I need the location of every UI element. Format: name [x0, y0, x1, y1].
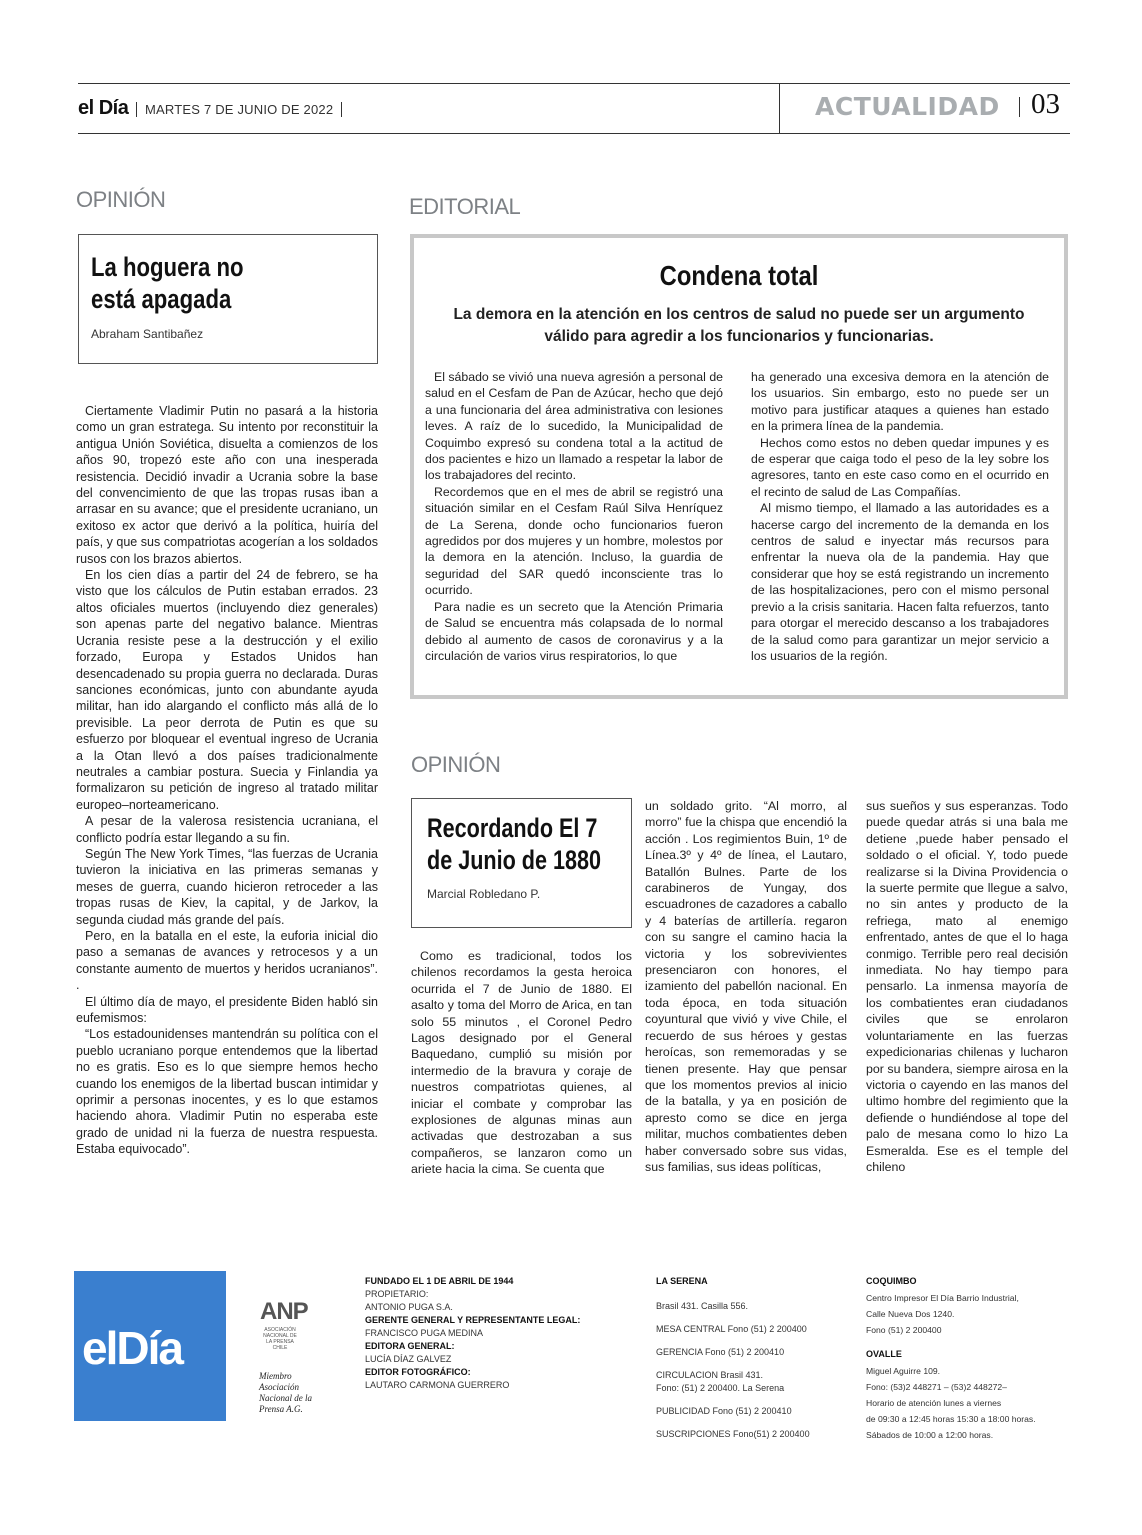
footer-editor: LUCÍA DÍAZ GALVEZ: [365, 1354, 452, 1364]
footer-ovalle-line: Fono: (53)2 448271 – (53)2 448272–: [866, 1382, 1007, 1392]
issue-date-text: MARTES 7 DE JUNIO DE 2022: [145, 102, 334, 117]
footer-ovalle-label: OVALLE: [866, 1349, 902, 1359]
footer-founded: FUNDADO EL 1 DE ABRIL DE 1944: [365, 1276, 514, 1286]
opinion-title-box-2: [411, 798, 632, 928]
opinion-title-box-1: [78, 234, 378, 364]
footer-laserena-line: GERENCIA Fono (51) 2 200410: [656, 1347, 785, 1357]
footer-laserena-label: LA SERENA: [656, 1276, 708, 1286]
page-number-bar: [1019, 97, 1020, 117]
opinion-title-2-line1: Recordando El 7: [427, 813, 598, 843]
editorial-deck: La demora en la atención en los centros de salud no puede ser un argumento válido para agredir a los funcionarios y funcionarias.: [453, 306, 1025, 346]
footer-laserena-line: PUBLICIDAD Fono (51) 2 200410: [656, 1406, 792, 1416]
footer-ovalle-line: Horario de atención lunes a viernes: [866, 1398, 1002, 1408]
paragraph: El último día de mayo, el presidente Biden habló sin eufemismos:: [76, 994, 378, 1026]
opinion-author-1: Abraham Santibañez: [91, 327, 204, 341]
header-rule-top: [78, 83, 1070, 84]
opinion-title-2: [427, 812, 627, 877]
paragraph: sus sueños y sus esperanzas. Todo puede quedar atrás si una bala me detiene ,puede haber pensado el soldado o el oficial. Y, todo puede realizarse si la Divina Providencia o la suerte permite que llegue a salvo, no sin antes y producto de la refriega, mato al enemigo enfrentado, antes de que el lo haga conmigo. Terrible pero real decisión inmediata. No hay tiempo para pensarlo. La inmensa mayoría de los combatientes eran ciudadanos civiles que se enrolaron voluntariamente en las fuerzas expedicionarias chilenas y lucharon por su bandera, siempre airosa en la victoria o cayendo en las manos del ultimo hombre del regimiento que la defiende o hundiéndose al tope del palo de mesana como lo hizo La Esmeralda. Ese es el temple del chileno: [866, 799, 1068, 1174]
section-name: ACTUALIDAD: [815, 92, 1000, 121]
paragraph: Ciertamente Vladimir Putin no pasará a la historia como un gran estratega. Su intento por reconstituir la antigua Unión Soviética, disuelta a comienzos de los años 90, tropezó este año con una inesperada resistencia. Decidió invadir a Ucrania sobre la base del convencimiento de que las tropas rusas iban a arrasar en su avance; que el presidente ucraniano, un exitoso ex actor que derivó a la política, huiría del país, y que sus compatriotas acogerían a los soldados rusos con los brazos abiertos.: [76, 404, 378, 566]
footer-logo-text: elDía: [82, 1322, 182, 1374]
footer-laserena-line: CIRCULACION Brasil 431.: [656, 1370, 764, 1380]
paragraph: Según The New York Times, “las fuerzas de Ucrania tuvieron la iniciativa en las primeras semanas y meses de guerra, cuando hicieron retroceder a las tropas rusas de Kiev, la capital, y de Jarkov, la segunda ciudad más grande del país.: [76, 846, 378, 927]
header-rule-bottom: [78, 133, 1070, 134]
opinion-title-1-line2: está apagada: [91, 284, 232, 315]
paragraph: A pesar de la valerosa resistencia ucraniana, el conflicto podría estar llegando a su fin.: [76, 814, 378, 845]
footer-ovalle-line: de 09:30 a 12:45 horas 15:30 a 18:00 horas.: [866, 1414, 1036, 1424]
footer-laserena-line: SUSCRIPCIONES Fono(51) 2 200400: [656, 1429, 810, 1439]
opinion-body-1: [76, 403, 378, 1158]
opinion-title-1: [91, 251, 362, 316]
footer-coquimbo-line: Calle Nueva Dos 1240.: [866, 1309, 955, 1319]
date-bar-left: [136, 102, 137, 117]
date-bar-right: [341, 102, 342, 117]
issue-date: [136, 102, 342, 117]
opinion-kicker-1: OPINIÓN: [76, 187, 166, 212]
footer-coquimbo-line: Fono (51) 2 200400: [866, 1325, 942, 1335]
footer-photo-label: EDITOR FOTOGRÁFICO:: [365, 1367, 471, 1377]
paragraph: En los cien días a partir del 24 de febrero, se ha visto que los cálculos de Putin estaban errados. 23 altos oficiales muertos (incluyendo diez generales) son apenas parte del negativo balance. Mientras Ucrania resiste pese a la destrucción y el exilio forzado, Europa y Estados Unidos han desencadenado su propia guerra no declarada. Duras sanciones económicas, junto con abundante ayuda militar, han ido alargando el conflicto más allá de lo previsible. La peor derrota de Putin es que su esfuerzo por bloquear el eventual ingreso de Ucrania a la Otan llevó a dos países tradicionalmente neutrales a cambiar postura. Suecia y Finlandia ya formalizaron su petición de ingreso al tratado militar europeo–norteamericano.: [76, 568, 378, 812]
footer-laserena-line: Brasil 431. Casilla 556.: [656, 1301, 749, 1311]
footer-coquimbo-ovalle: [866, 1275, 1066, 1442]
footer-ovalle-line: Sábados de 10:00 a 12:00 horas.: [866, 1430, 994, 1440]
page-number: 03: [1031, 88, 1060, 120]
footer-laserena-line: MESA CENTRAL Fono (51) 2 200400: [656, 1324, 807, 1334]
footer-manager: FRANCISCO PUGA MEDINA: [365, 1328, 484, 1338]
paragraph: Como es tradicional, todos los chilenos recordamos la gesta heroica ocurrida el 7 de Junio de 1880. El asalto y toma del Morro de Arica, en tan solo 55 minutos , el Coronel Pedro Lagos designado por el General Baquedano, cumplió su misión por intermedio de la bravura y coraje de nuestros compatriotas quienes, al iniciar el combate y comprobar las explosiones de algunas minas aun activadas que destrozaban a sus compañeros, se lanzaron como un ariete hacia la cima. Se cuenta que: [411, 949, 632, 1177]
paragraph: ha generado una excesiva demora en la atención de los usuarios. Sin embargo, esto no puede ser un motivo para justificar ataques a quienes han estado en la primera línea de la pandemia.: [751, 370, 1049, 434]
editorial-title: Condena total: [659, 260, 819, 291]
editorial-column-2: [751, 369, 1049, 664]
paragraph: Pero, en la batalla en el este, la euforia inicial dio paso a semanas de avances y retrocesos y a un constante aumento de muertos y heridos ucranianos”. .: [76, 929, 378, 993]
anp-logo-caption: ASOCIACIÓN NACIONAL DE LA PRENSA CHILE: [263, 1327, 297, 1351]
opinion-body-2-col1: [411, 948, 632, 1178]
paragraph: “Los estadounidenses mantendrán su política con el pueblo ucraniano porque entendemos que la libertad no es gratis. Eso es lo que siempre hemos hecho cuando los enemigos de la libertad buscan intimidar y oprimir a personas inocentes, y es lo que estamos haciendo ahora. Vladimir Putin no esperaba este grado de unidad ni la fuerza de nuestra respuesta. Estaba equivocado”.: [76, 1027, 378, 1157]
paragraph: Hechos como estos no deben quedar impunes y es de esperar que caiga todo el peso de la ley sobre los agresores, tanto en este caso como en el ocurrido en el recinto de salud de Las Compañías.: [751, 435, 1049, 499]
footer-owner: ANTONIO PUGA S.A.: [365, 1302, 453, 1312]
paragraph: Recordemos que en el mes de abril se registró una situación similar en el Cesfam Raúl Silva Henríquez de La Serena, donde ocho funcionarios fueron agredidos por dos mujeres y un hombre, molestos por la demora en la atención. Incluso, la guardia de seguridad del SAR quedó inconsciente tras lo ocurrido.: [425, 484, 723, 598]
footer-staff: [365, 1275, 625, 1392]
editorial-column-1: [425, 369, 723, 664]
footer-coquimbo-label: COQUIMBO: [866, 1276, 917, 1286]
editorial-kicker: EDITORIAL: [409, 194, 521, 219]
footer-owner-label: PROPIETARIO:: [365, 1289, 429, 1299]
editorial-box: [410, 234, 1068, 699]
opinion-title-2-line2: de Junio de 1880: [427, 845, 602, 876]
footer-laserena-line: Fono: (51) 2 200400. La Serena: [656, 1383, 785, 1393]
opinion-title-1-line1: La hoguera no: [91, 252, 244, 282]
footer-photo: LAUTARO CARMONA GUERRERO: [365, 1380, 510, 1390]
header-separator: [779, 84, 780, 134]
footer-editor-label: EDITORA GENERAL:: [365, 1341, 455, 1351]
opinion-kicker-2: OPINIÓN: [411, 752, 501, 777]
footer-coquimbo-line: Centro Impresor El Día Barrio Industrial,: [866, 1293, 1019, 1303]
opinion-body-2-col3: [866, 798, 1068, 1175]
newspaper-logo: el Día: [78, 97, 129, 119]
anp-logo: [260, 1298, 326, 1351]
footer-manager-label: GERENTE GENERAL Y REPRESENTANTE LEGAL:: [365, 1315, 581, 1325]
footer-laserena: [656, 1275, 846, 1441]
footer-logo: [74, 1271, 226, 1421]
opinion-author-2: Marcial Robledano P.: [427, 887, 541, 901]
opinion-body-2-col2: [645, 798, 847, 1175]
paragraph: El sábado se vivió una nueva agresión a personal de salud en el Cesfam de Pan de Azúcar, hecho que dejó a una funcionaria del área administrativa con lesiones leves. A raíz de lo sucedido, la Municipalidad de Coquimbo expresó su condena total a la actitud de dos pacientes e hizo un llamado a respetar la labor de los trabajadores del recinto.: [425, 370, 723, 483]
footer-ovalle-line: Miguel Aguirre 109.: [866, 1366, 941, 1376]
anp-member-note: Miembro Asociación Nacional de la Prensa A.G.: [259, 1371, 312, 1414]
anp-logo-mark: ANP: [260, 1298, 308, 1325]
paragraph: Para nadie es un secreto que la Atención Primaria de Salud se encuentra más colapsada de lo normal debido al aumento de casos de coronavirus y a la circulación de varios virus respiratorios, lo que: [425, 599, 723, 663]
paragraph: Al mismo tiempo, el llamado a las autoridades es a hacerse cargo del incremento de la demanda en los centros de salud e inyectar más recursos para enfrentar la nueva ola de la pandemia. Hay que considerar que hoy se está registrando un incremento de las hospitalizaciones, pero con el mismo personal previo a la crisis sanitaria. Hacen falta refuerzos, tanto para otorgar el merecido descanso a los trabajadores de la salud como para garantizar un mejor servicio a los usuarios de la región.: [751, 501, 1049, 663]
paragraph: un soldado grito. “Al morro, al morro” fue la chispa que encendió la acción . Los regimientos Buin, 1º de Línea.3º y 4º de línea, el Lautaro, Batallón Bulnes. Parte de los carabineros de Yungay, dos escuadrones de cazadores a caballo y 4 baterías de artillería. regaron con su sangre el camino hacia la victoria y los sobrevivientes presenciaron con honores, el izamiento del pabellón nacional. En toda época, en toda situación coyuntural que vivió y vive Chile, el recuerdo de sus héroes y gestas heroícas, son rememoradas y se tienen presente. Hay que pensar que los momentos previos al inicio de la batalla, y ya en posición de apresto como se dice en jerga militar, muchos combatientes deben haber conversado sobre sus vidas, sus familias, sus ideas políticas,: [645, 799, 847, 1174]
